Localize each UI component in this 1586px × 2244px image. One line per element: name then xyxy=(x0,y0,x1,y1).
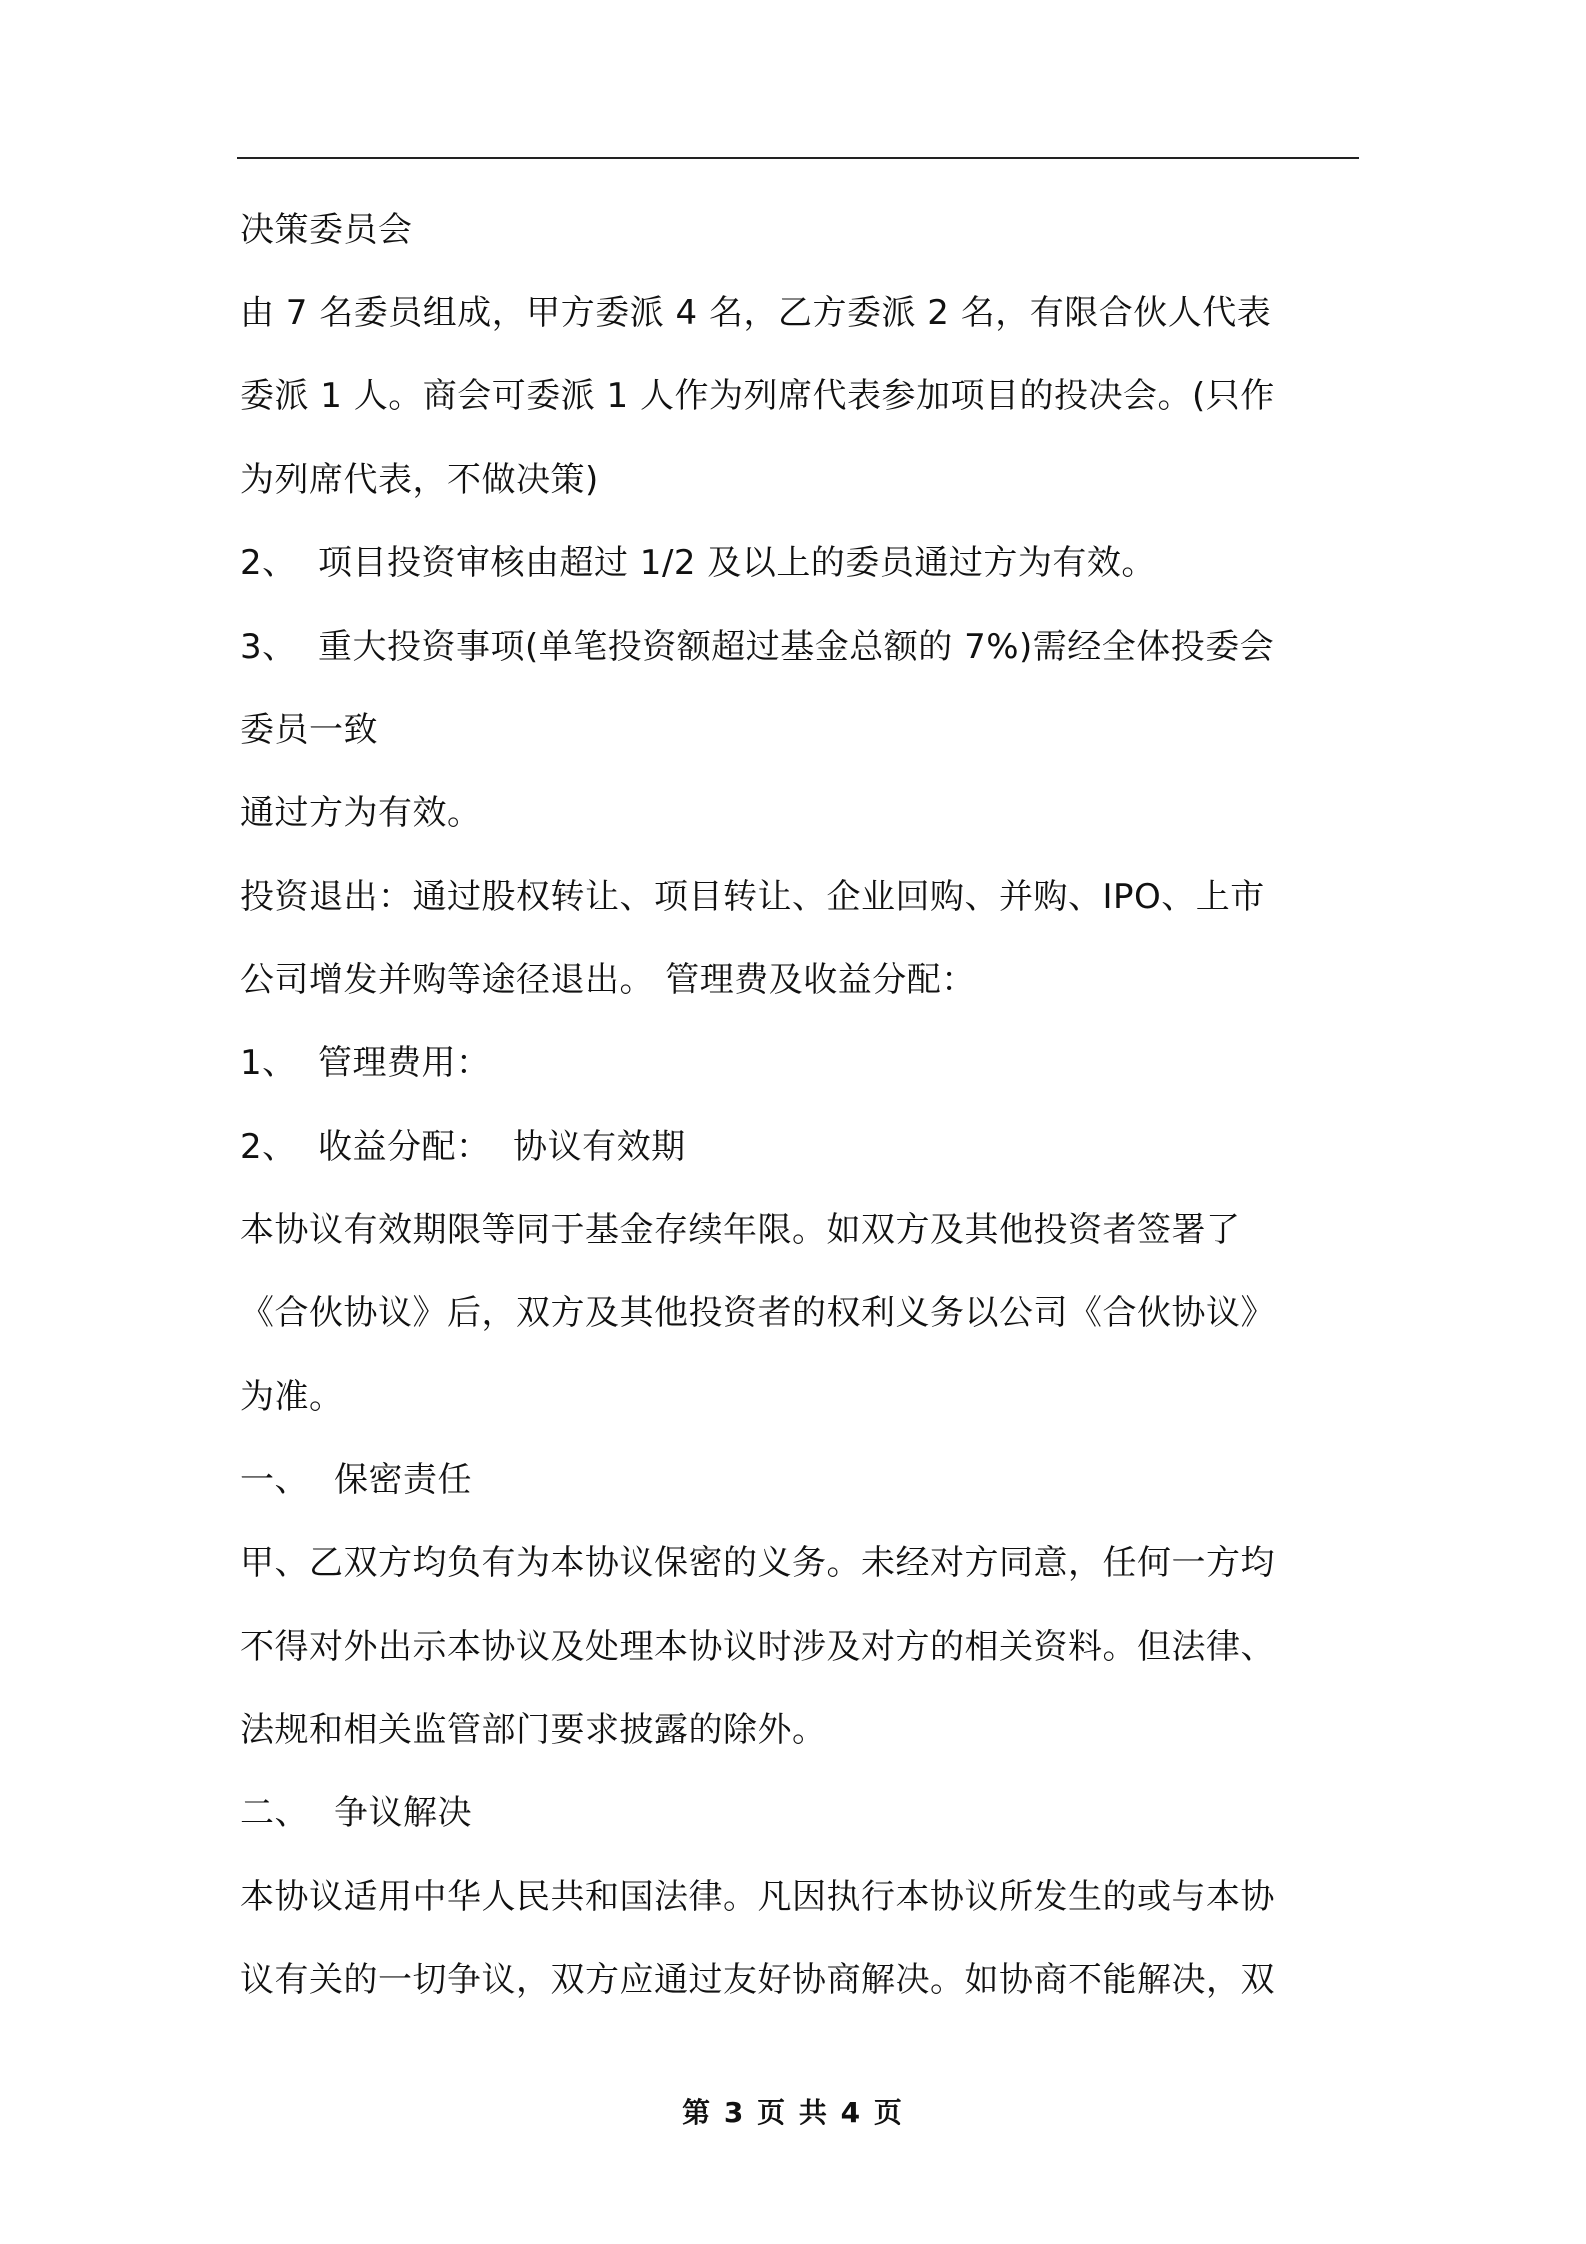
text-line: 《合伙协议》后，双方及其他投资者的权利义务以公司《合伙协议》 xyxy=(240,1293,1275,1333)
item-text: 重大投资事项(单笔投资额超过基金总额的 7%)需经全体投委会 xyxy=(318,627,1275,667)
item-number: 3、 xyxy=(240,627,297,667)
text-line: 为准。 xyxy=(240,1377,344,1417)
page-number-footer: 第 3 页 共 4 页 xyxy=(682,2096,904,2129)
item-number: 2、 xyxy=(240,543,297,583)
item-text: 项目投资审核由超过 1/2 及以上的委员通过方为有效。 xyxy=(318,543,1156,583)
text-line: 本协议有效期限等同于基金存续年限。如双方及其他投资者签署了 xyxy=(240,1210,1241,1250)
numbered-item xyxy=(240,541,1360,585)
header-rule xyxy=(237,157,1359,159)
section-heading xyxy=(240,1791,1360,1835)
numbered-item xyxy=(240,625,1360,669)
item-number: 1、 xyxy=(240,1043,297,1083)
text-line: 由 7 名委员组成，甲方委派 4 名，乙方委派 2 名，有限合伙人代表 xyxy=(240,293,1272,333)
item-number: 2、 xyxy=(240,1127,297,1167)
section-number: 二、 xyxy=(240,1793,309,1833)
section-title: 争议解决 xyxy=(334,1793,472,1833)
text-line: 为列席代表，不做决策) xyxy=(240,460,599,500)
text-line: 不得对外出示本协议及处理本协议时涉及对方的相关资料。但法律、 xyxy=(240,1627,1275,1667)
numbered-item xyxy=(240,1125,1360,1169)
text-line: 议有关的一切争议，双方应通过友好协商解决。如协商不能解决，双 xyxy=(240,1960,1275,2000)
text-line: 通过方为有效。 xyxy=(240,793,482,833)
text-line: 本协议适用中华人民共和国法律。凡因执行本协议所发生的或与本协 xyxy=(240,1877,1275,1917)
text-line: 委员一致 xyxy=(240,710,378,750)
text-line: 法规和相关监管部门要求披露的除外。 xyxy=(240,1710,827,1750)
text-line: 投资退出：通过股权转让、项目转让、企业回购、并购、IPO、上市 xyxy=(240,877,1265,917)
section-title: 保密责任 xyxy=(334,1460,472,1500)
section-heading xyxy=(240,1458,1360,1502)
text-line: 决策委员会 xyxy=(240,210,413,250)
item-text: 收益分配： 协议有效期 xyxy=(318,1127,686,1167)
item-text: 管理费用： xyxy=(318,1043,491,1083)
section-number: 一、 xyxy=(240,1460,309,1500)
numbered-item xyxy=(240,1041,1360,1085)
text-line: 甲、乙双方均负有为本协议保密的义务。未经对方同意，任何一方均 xyxy=(240,1543,1275,1583)
text-line: 委派 1 人。商会可委派 1 人作为列席代表参加项目的投决会。(只作 xyxy=(240,376,1275,416)
text-line: 公司增发并购等途径退出。 管理费及收益分配： xyxy=(240,960,976,1000)
